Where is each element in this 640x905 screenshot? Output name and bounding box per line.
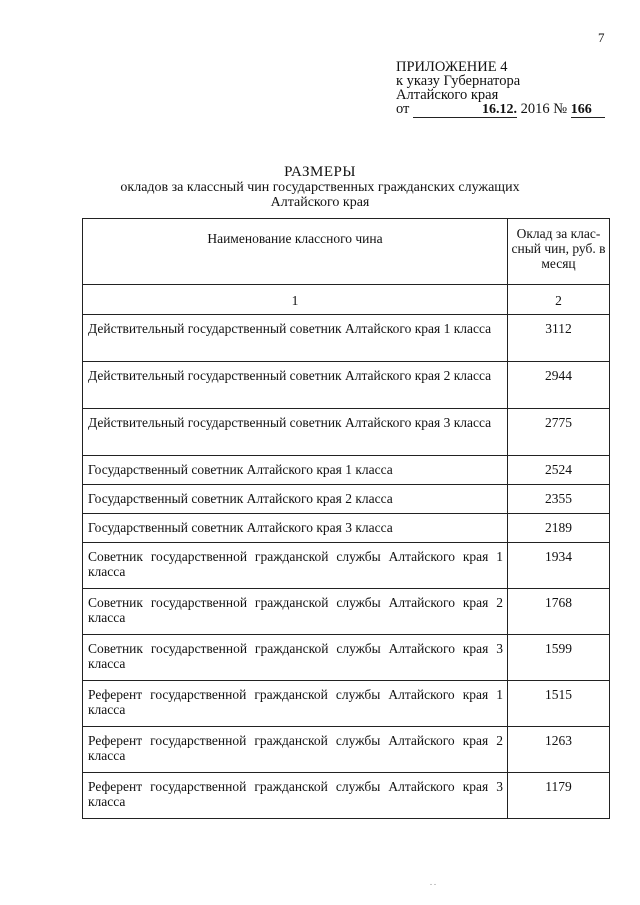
- salary-value: 1934: [508, 543, 610, 589]
- table-row: [83, 362, 610, 409]
- table-row: [83, 589, 610, 635]
- table-row: [83, 485, 610, 514]
- table-row: [83, 773, 610, 819]
- salary-value: 1263: [508, 727, 610, 773]
- appendix-decree-line: к указу Губернатора: [396, 73, 521, 89]
- class-rank-name: Действительный государственный советник Алтайского края 3 класса: [83, 409, 508, 456]
- class-rank-name: Советник государственной гражданской службы Алтайского края 1 класса: [83, 543, 508, 589]
- salary-value: 2355: [508, 485, 610, 514]
- class-rank-name: Государственный советник Алтайского края 2 класса: [83, 485, 508, 514]
- page-mark: ∙ ∙: [430, 880, 436, 889]
- table-row: [83, 727, 610, 773]
- class-rank-name: Действительный государственный советник Алтайского края 1 класса: [83, 315, 508, 362]
- header-value-cell: Оклад за клас-сный чин, руб. в месяц: [508, 219, 610, 285]
- salary-value: 2524: [508, 456, 610, 485]
- class-rank-name: Советник государственной гражданской службы Алтайского края 3 класса: [83, 635, 508, 681]
- column-number-2: 2: [508, 285, 610, 315]
- class-rank-name: Референт государственной гражданской службы Алтайского края 2 класса: [83, 727, 508, 773]
- salary-value: 1179: [508, 773, 610, 819]
- page-number: 7: [598, 30, 605, 45]
- column-number-row: [83, 285, 610, 315]
- class-rank-name: Референт государственной гражданской службы Алтайского края 1 класса: [83, 681, 508, 727]
- salary-value: 2775: [508, 409, 610, 456]
- appendix-region-line: Алтайского края: [396, 87, 499, 103]
- class-rank-name: Референт государственной гражданской службы Алтайского края 3 класса: [83, 773, 508, 819]
- salary-value: 2189: [508, 514, 610, 543]
- appendix-date-line: [396, 102, 605, 118]
- salary-table: [82, 218, 610, 819]
- salary-value: 1768: [508, 589, 610, 635]
- decree-date: 16.12.: [413, 103, 517, 118]
- table-header-row: [83, 219, 610, 285]
- table-row: [83, 409, 610, 456]
- appendix-title: ПРИЛОЖЕНИЕ 4: [396, 59, 508, 75]
- appendix-block: [396, 60, 605, 118]
- class-rank-name: Действительный государственный советник Алтайского края 2 класса: [83, 362, 508, 409]
- table-row: [83, 514, 610, 543]
- class-rank-name: Государственный советник Алтайского края 3 класса: [83, 514, 508, 543]
- title-region: Алтайского края: [270, 195, 370, 210]
- title-heading: РАЗМЕРЫ: [284, 164, 356, 180]
- salary-value: 1515: [508, 681, 610, 727]
- decree-year: 2016 №: [520, 101, 568, 117]
- title-subheading: окладов за классный чин государственных гражданских служащих: [120, 180, 520, 195]
- salary-value: 2944: [508, 362, 610, 409]
- header-name-cell: Наименование классного чина: [83, 219, 508, 285]
- from-label: от: [396, 101, 410, 117]
- decree-number: 166: [571, 103, 605, 118]
- table-row: [83, 456, 610, 485]
- table-row: [83, 543, 610, 589]
- class-rank-name: Советник государственной гражданской службы Алтайского края 2 класса: [83, 589, 508, 635]
- column-number-1: 1: [83, 285, 508, 315]
- table-row: [83, 681, 610, 727]
- salary-value: 3112: [508, 315, 610, 362]
- table-row: [83, 635, 610, 681]
- salary-value: 1599: [508, 635, 610, 681]
- table-row: [83, 315, 610, 362]
- class-rank-name: Государственный советник Алтайского края 1 класса: [83, 456, 508, 485]
